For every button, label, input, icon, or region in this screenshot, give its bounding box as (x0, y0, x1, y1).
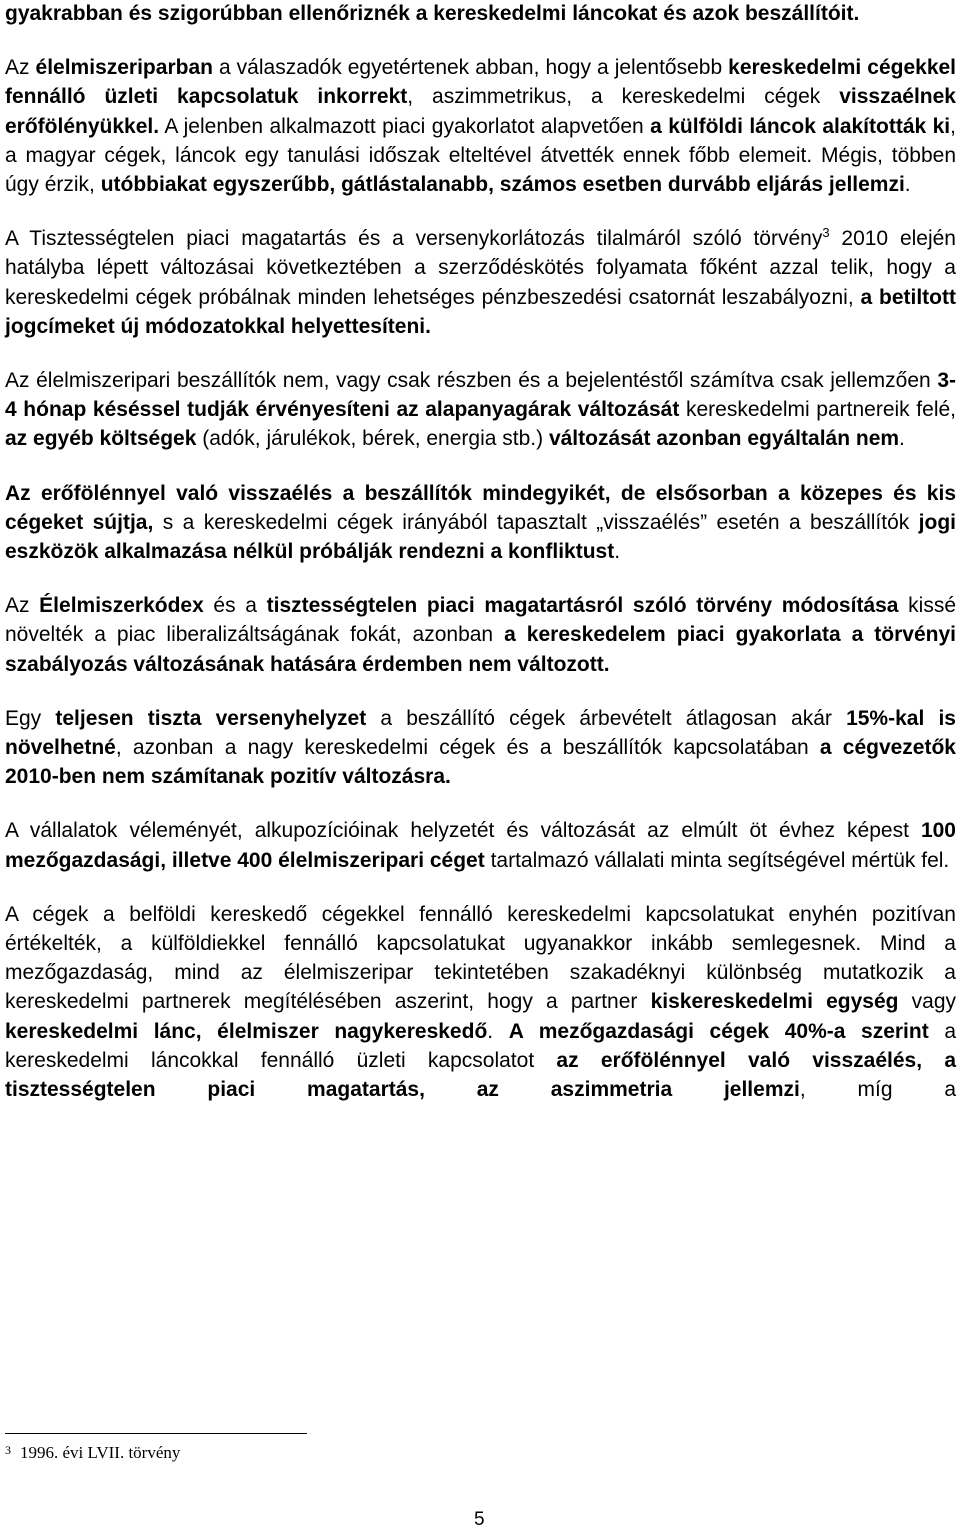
bold-text: 100 mezőgazdasági, illetve 400 élelmiszeripari céget (5, 819, 956, 872)
text: (adók, járulékok, bérek, energia stb.) (196, 427, 549, 451)
text: A vállalatok véleményét, alkupozícióinak helyzetét és változását az elmúlt öt évhez képest (5, 819, 921, 843)
text: . (904, 173, 911, 197)
footnote-text: 1996. évi LVII. törvény (20, 1443, 181, 1462)
bold-text: jogi eszközök alkalmazása nélkül próbálják rendezni a konfliktust (5, 510, 956, 564)
bold-text: tisztességtelen piaci magatartásról szóló törvény módosítása (266, 594, 899, 618)
bold-text: 15%-kal is növelhetné (5, 706, 956, 760)
bold-text: teljesen tiszta versenyhelyzet (55, 706, 367, 730)
text: , aszimmetrikus, a kereskedelmi cégek (407, 85, 840, 109)
text: Az (5, 594, 40, 618)
text: Az élelmiszeripari beszállítók nem, vagy csak részben és a bejelentéstől számítva csak jellemzően (5, 369, 938, 393)
bold-text: utóbbiakat egyszerűbb, gátlástalanabb, számos esetben durvább eljárás jellemzi (100, 173, 905, 197)
paragraph (5, 816, 956, 874)
bold-text: Élelmiszerkódex (39, 594, 204, 618)
bold-text: kiskereskedelmi egység (650, 990, 899, 1014)
text: tartalmazó vállalati minta segítségével mértük fel. (484, 848, 950, 872)
text: és a (203, 594, 267, 618)
text: A cégek a belföldi kereskedő cégekkel fennálló kereskedelmi kapcsolatukat enyhén pozitívan értékelték, a külföldiekkel fennálló kapcsolatukat ugyanakkor inkább semlegesnek. Mind a mezőgazdaság, mind az élelmiszeripar tekintetében szakadéknyi különbség mutatkozik a kereskedelmi partnerek megítélésében aszerint, hogy a partner (5, 902, 956, 1014)
text: a válaszadók egyetértenek abban, hogy a jelentősebb (212, 56, 729, 80)
bold-text: gyakrabban és szigorúbban ellenőriznék a kereskedelmi láncokat és azok beszállítóit. (5, 2, 860, 25)
bold-text: a kereskedelem piaci gyakorlata a törvényi szabályozás változásának hatására érdemben nem változott. (5, 623, 956, 676)
text: , míg a (799, 1078, 956, 1102)
bold-text: a külföldi láncok alakították ki (650, 114, 951, 138)
bold-text: 3-4 hónap késéssel tudják érvényesíteni az alapanyagárak változását (5, 369, 956, 422)
text: a kereskedelmi láncokkal fennálló üzleti kapcsolatot (5, 1019, 957, 1072)
bold-text: visszaélnek erőfölényükkel. (5, 85, 956, 138)
text: , azonban a nagy kereskedelmi cégek és a beszállítók kapcsolatában (115, 736, 820, 760)
text: , a magyar cégek, láncok egy tanulási időszak elteltével átvették ennek főbb elemeit. Mégis, többen úgy érzik, (5, 114, 956, 197)
text: vagy (898, 990, 957, 1014)
bold-text: kereskedelmi cégekkel fennálló üzleti kapcsolatuk inkorrekt (5, 56, 957, 109)
paragraph-continued (5, 900, 956, 1104)
bold-text: Az erőfölénnyel való visszaélés a beszállítók mindegyikét, de elsősorban a közepes és kis cégeket sújtja, (5, 481, 956, 534)
footnote-marker: 3 (5, 1443, 11, 1457)
text: . (614, 540, 621, 564)
bold-text: a cégvezetők 2010-ben nem számítanak pozitív változásra. (5, 736, 956, 789)
paragraph (5, 0, 956, 28)
bold-text: élelmiszeriparban (35, 56, 213, 80)
footnote (5, 1442, 180, 1464)
paragraph (5, 704, 956, 792)
document-body (5, 0, 956, 1104)
paragraph (5, 479, 956, 567)
text: kissé növelték a piac liberalizáltságának fokát, azonban (5, 594, 956, 647)
text: A jelenben alkalmazott piaci gyakorlatot alapvetően (159, 114, 651, 138)
bold-text: A mezőgazdasági cégek 40%-a szerint (508, 1019, 929, 1043)
text: A Tisztességtelen piaci magatartás és a versenykorlátozás tilalmáról szóló törvény (5, 227, 823, 251)
footnote-reference: 3 (822, 225, 830, 241)
bold-text: változását azonban egyáltalán nem (548, 427, 900, 451)
bold-text: a betiltott jogcímeket új módozatokkal helyettesíteni. (5, 285, 956, 338)
paragraph (5, 591, 956, 679)
paragraph (5, 53, 956, 199)
text: s a kereskedelmi cégek irányából tapasztalt „visszaélés” esetén a beszállítók (153, 510, 919, 534)
text: . (487, 1019, 509, 1043)
text: 2010 elején hatályba lépett változásai következtében a szerződéskötés folyamata főként azzal telik, hogy a kereskedelmi cégek próbálnak minden lehetséges pénzbeszedési csatornát leszabályozni, (5, 227, 956, 309)
footnote-separator (5, 1433, 307, 1434)
text: Egy (5, 706, 56, 730)
bold-text: kereskedelmi lánc, élelmiszer nagykereskedő (5, 1019, 488, 1043)
paragraph (5, 366, 956, 454)
text: . (899, 427, 905, 451)
paragraph (5, 224, 956, 341)
bold-text: az egyéb költségek (5, 427, 197, 451)
text: Az (5, 56, 36, 80)
text: kereskedelmi partnereik felé, (679, 398, 956, 422)
page-number: 5 (474, 1509, 485, 1530)
bold-text: az erőfölénnyel való visszaélés, a tisztességtelen piaci magatartás, az aszimmetria jellemzi (5, 1048, 956, 1102)
text: a beszállító cégek árbevételt átlagosan akár (366, 706, 847, 730)
